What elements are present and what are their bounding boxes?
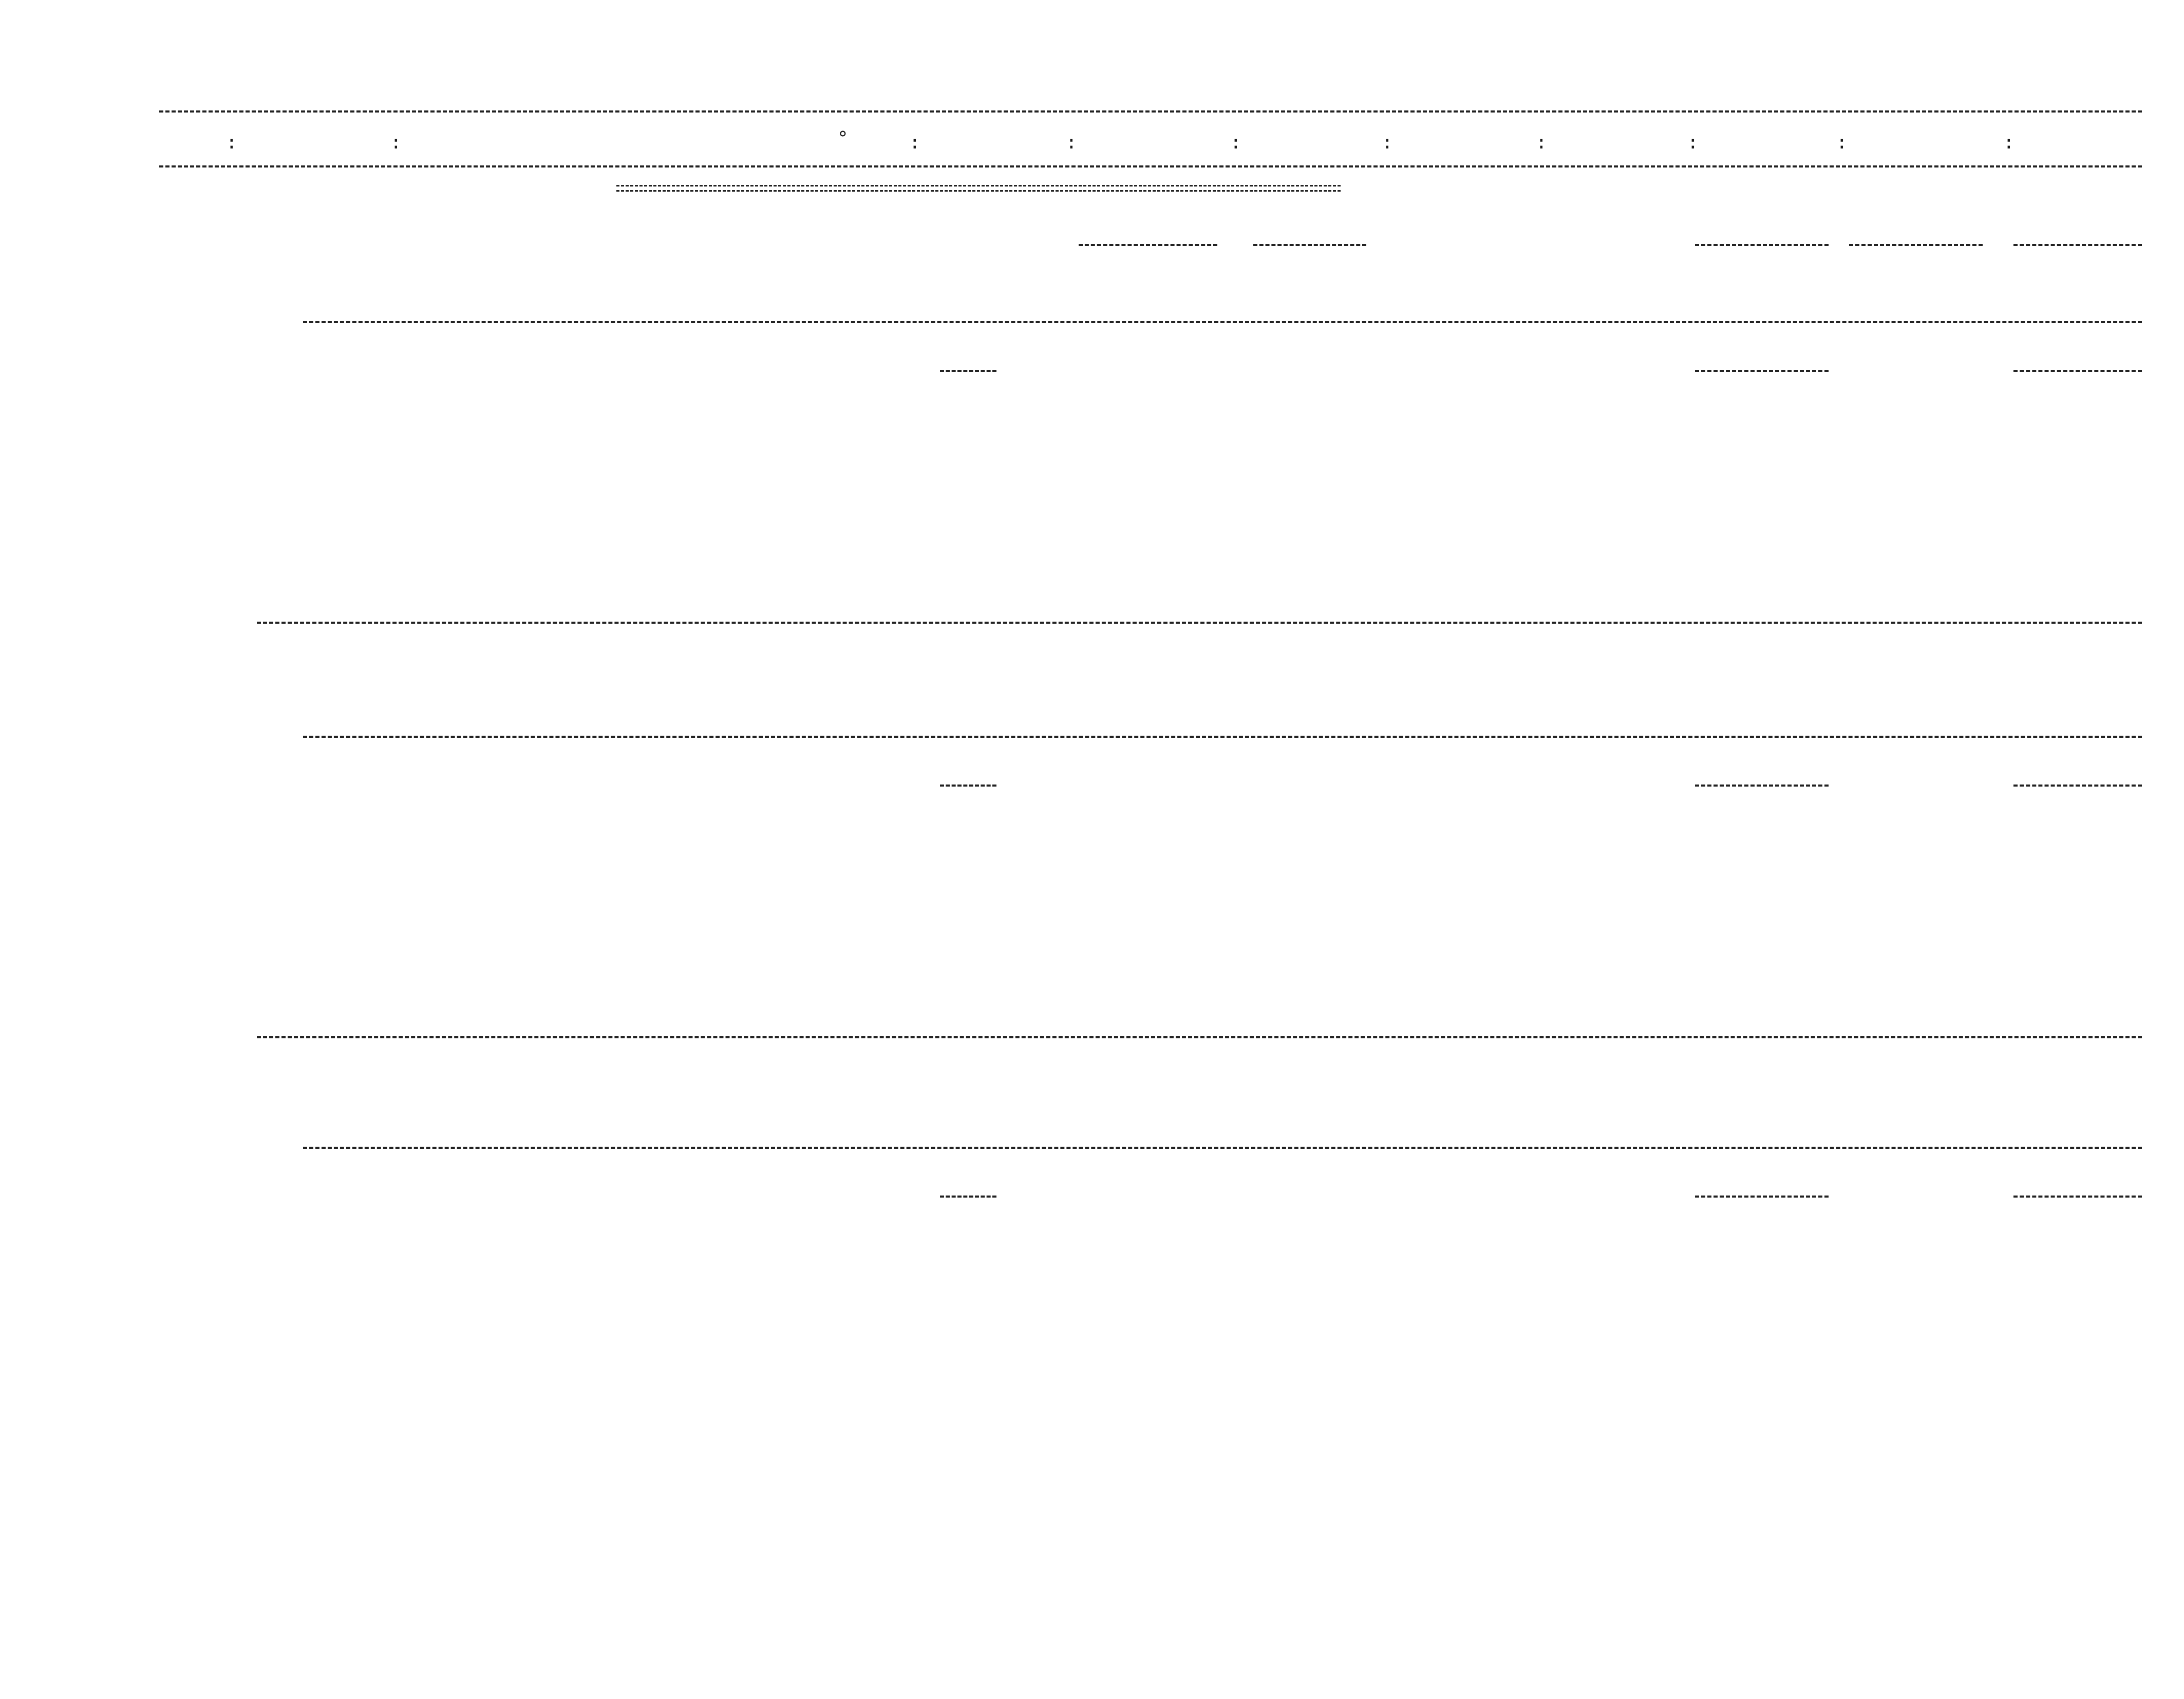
separator-line	[257, 1036, 2142, 1038]
column-divider: :	[909, 132, 920, 153]
column-divider: :	[1382, 132, 1393, 153]
column-divider: :	[390, 132, 402, 153]
separator-line	[1695, 1196, 1829, 1198]
column-divider: :	[1066, 132, 1077, 153]
separator-line	[1695, 244, 1829, 246]
column-divider: :	[1836, 132, 1848, 153]
column-divider: :	[2003, 132, 2014, 153]
column-divider: :	[1536, 132, 1547, 153]
column-divider: :	[226, 132, 237, 153]
separator-line	[2013, 1196, 2142, 1198]
separator-line	[159, 165, 2142, 167]
separator-line	[159, 110, 2142, 113]
column-divider: :	[1230, 132, 1241, 153]
separator-line	[2013, 370, 2142, 372]
unit-rule	[940, 785, 996, 787]
separator-line	[2013, 785, 2142, 787]
separator-line	[303, 321, 2142, 323]
separator-line	[1849, 244, 1983, 246]
separator-line	[1079, 244, 1217, 246]
separator-line	[303, 736, 2142, 738]
separator-line	[1695, 370, 1829, 372]
separator-line	[257, 622, 2142, 624]
unit-rule	[940, 370, 996, 372]
column-divider: :	[1687, 132, 1699, 153]
column-divider: °	[837, 128, 849, 149]
separator-line	[1253, 244, 1366, 246]
separator-line	[2013, 244, 2142, 246]
separator-line	[303, 1147, 2142, 1149]
double-rule	[616, 185, 1341, 192]
unit-rule	[940, 1196, 996, 1198]
separator-line	[1695, 785, 1829, 787]
